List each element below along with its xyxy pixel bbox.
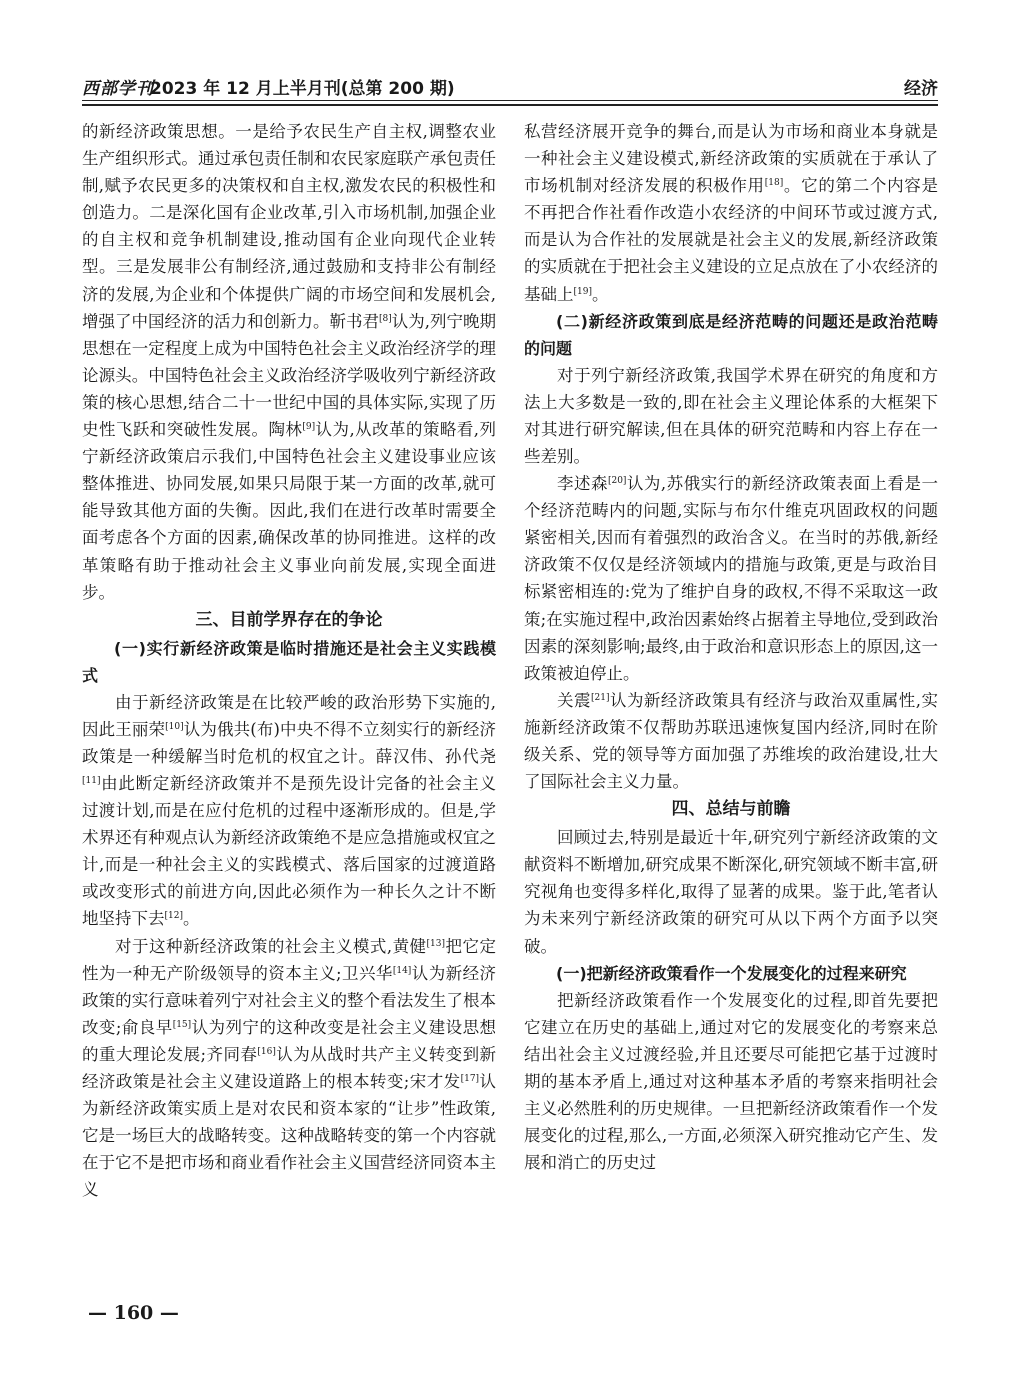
section-heading: 四、总结与前瞻: [671, 799, 791, 820]
body-paragraph: 对于这种新经济政策的社会主义模式,黄健[13]把它定性为一种无产阶级领导的资本主义;卫兴华[14]认为新经济政策的实行意味着列宁对社会主义的整个看法发生了根本改变;俞良早[15]认为列宁的这种改变是社会主义建设思想的重大理论发展;齐同春[16]认为从战时共产主义转变到新经济政策是社会主义建设道路上的根本转变;宋才发[17]认为新经济政策实质上是对农民和资本家的“让步”性政策,它是一场巨大的战略转变。这种战略转变的第一个内容就在于它不是把市场和商业看作社会主义国营经济同资本主义: [82, 936, 497, 1200]
citation: [18]: [764, 178, 784, 189]
citation: [19]: [573, 286, 592, 297]
issue-info: 2023 年 12 月上半月刊(总第 200 期): [150, 79, 455, 99]
body-paragraph: 的新经济政策思想。一是给予农民生产自主权,调整农业生产组织形式。通过承包责任制和农民家庭联产承包责任制,赋予农民更多的决策权和自主权,激发农民的积极性和创造力。二是深化国有企业改革,引入市场机制,加强企业的自主权和竞争机制建设,推动国有企业向现代企业转型。三是发展非公有制经济,通过鼓励和支持非公有制经济的发展,为企业和个体提供广阔的市场空间和发展机会,增强了中国经济的活力和创新力。靳书君[8]认为,列宁晚期思想在一定程度上成为中国特色社会主义政治经济学的理论源头。中国特色社会主义政治经济学吸收列宁新经济政策的核心思想,结合二十一世纪中国的具体实际,实现了历史性飞跃和突破性发展。陶林[9]认为,从改革的策略看,列宁新经济政策启示我们,中国特色社会主义建设事业应该整体推进、协同发展,如果只局限于某一方面的改革,就可能导致其他方面的失衡。因此,我们在进行改革时需要全面考虑各个方面的因素,确保改革的协同推进。这样的改革策略有助于推动社会主义事业向前发展,实现全面进步。: [82, 122, 496, 602]
citation: [14]: [392, 965, 412, 976]
citation: [21]: [590, 692, 610, 703]
citation: [8]: [379, 313, 392, 324]
journal-logo: 西部学刊: [82, 79, 154, 99]
body-paragraph: 私营经济展开竞争的舞台,而是认为市场和商业本身就是一种社会主义建设模式,新经济政策的实质就在于承认了市场机制对经济发展的积极作用[18]。它的第二个内容是不再把合作社看作改造小农经济的中间环节或过渡方式,而是认为合作社的发展就是社会主义的发展,新经济政策的实质就在于把社会主义建设的立足点放在了小农经济的基础上[19]。: [524, 122, 939, 304]
right-column: [524, 118, 938, 1176]
citation: [16]: [257, 1046, 276, 1057]
body-paragraph: 对于列宁新经济政策,我国学术界在研究的角度和方法上大多数是一致的,即在社会主义理论体系的大框架下对其进行研究解读,但在具体的研究范畴和内容上存在一些差别。: [524, 365, 938, 466]
citation: [20]: [607, 476, 627, 487]
section-label: 经济: [904, 79, 938, 99]
header-rule-thick: [82, 104, 938, 106]
body-paragraph: 关震[21]认为新经济政策具有经济与政治双重属性,实施新经济政策不仅帮助苏联迅速恢复国内经济,同时在阶级关系、党的领导等方面加强了苏维埃的政治建设,壮大了国际社会主义力量。: [524, 690, 939, 792]
running-header: [82, 74, 938, 99]
citation: [13]: [426, 938, 446, 949]
citation: [12]: [164, 911, 183, 922]
section-heading: 三、目前学界存在的争论: [195, 609, 383, 630]
citation: [17]: [460, 1074, 480, 1084]
citation: [9]: [302, 422, 316, 433]
header-rule: [82, 100, 938, 101]
left-column: [82, 118, 496, 1203]
subsection-heading: (一)把新经济政策看作一个发展变化的过程来研究: [556, 963, 907, 983]
subsection-heading: (二)新经济政策到底是经济范畴的问题还是政治范畴的问题: [524, 311, 938, 358]
citation: [11]: [82, 775, 101, 786]
citation: [10]: [165, 721, 184, 732]
body-paragraph: 李述森[20]认为,苏俄实行的新经济政策表面上看是一个经济范畴内的问题,实际与布尔什维克巩固政权的问题紧密相关,因而有着强烈的政治含义。在当时的苏俄,新经济政策不仅仅是经济领域内的措施与政策,更是与政治目标紧密相连的:党为了维护自身的政权,不得不采取这一政策;在实施过程中,政治因素始终占据着主导地位,受到政治因素的深刻影响;最终,由于政治和意识形态上的原因,这一政策被迫停止。: [524, 474, 938, 683]
page-number: — 160 —: [88, 1302, 179, 1324]
body-paragraph: 回顾过去,特别是最近十年,研究列宁新经济政策的文献资料不断增加,研究成果不断深化,研究领域不断丰富,研究视角也变得多样化,取得了显著的成果。鉴于此,笔者认为未来列宁新经济政策的研究可从以下两个方面予以突破。: [524, 828, 938, 956]
body-paragraph: 把新经济政策看作一个发展变化的过程,即首先要把它建立在历史的基础上,通过对它的发展变化的考察来总结出社会主义过渡经验,并且还要尽可能把它基于过渡时期的基本矛盾上,通过对这种基本矛盾的考察来指明社会主义必然胜利的历史规律。一旦把新经济政策看作一个发展变化的过程,那么,一方面,必须深入研究推动它产生、发展和消亡的历史过: [524, 990, 938, 1173]
subsection-heading: (一)实行新经济政策是临时措施还是社会主义实践模式: [82, 638, 496, 685]
body-paragraph: 由于新经济政策是在比较严峻的政治形势下实施的,因此王丽荣[10]认为俄共(布)中央不得不立刻实行的新经济政策是一种缓解当时危机的权宜之计。薛汉伟、孙代尧[11]由此断定新经济政策并不是预先设计完备的社会主义过渡计划,而是在应付危机的过程中逐渐形成的。但是,学术界还有种观点认为新经济政策绝不是应急措施或权宜之计,而是一种社会主义的实践模式、落后国家的过渡道路或改变形式的前进方向,因此必须作为一种长久之计不断地坚持下去[12]。: [82, 692, 497, 929]
citation: [15]: [172, 1019, 192, 1030]
